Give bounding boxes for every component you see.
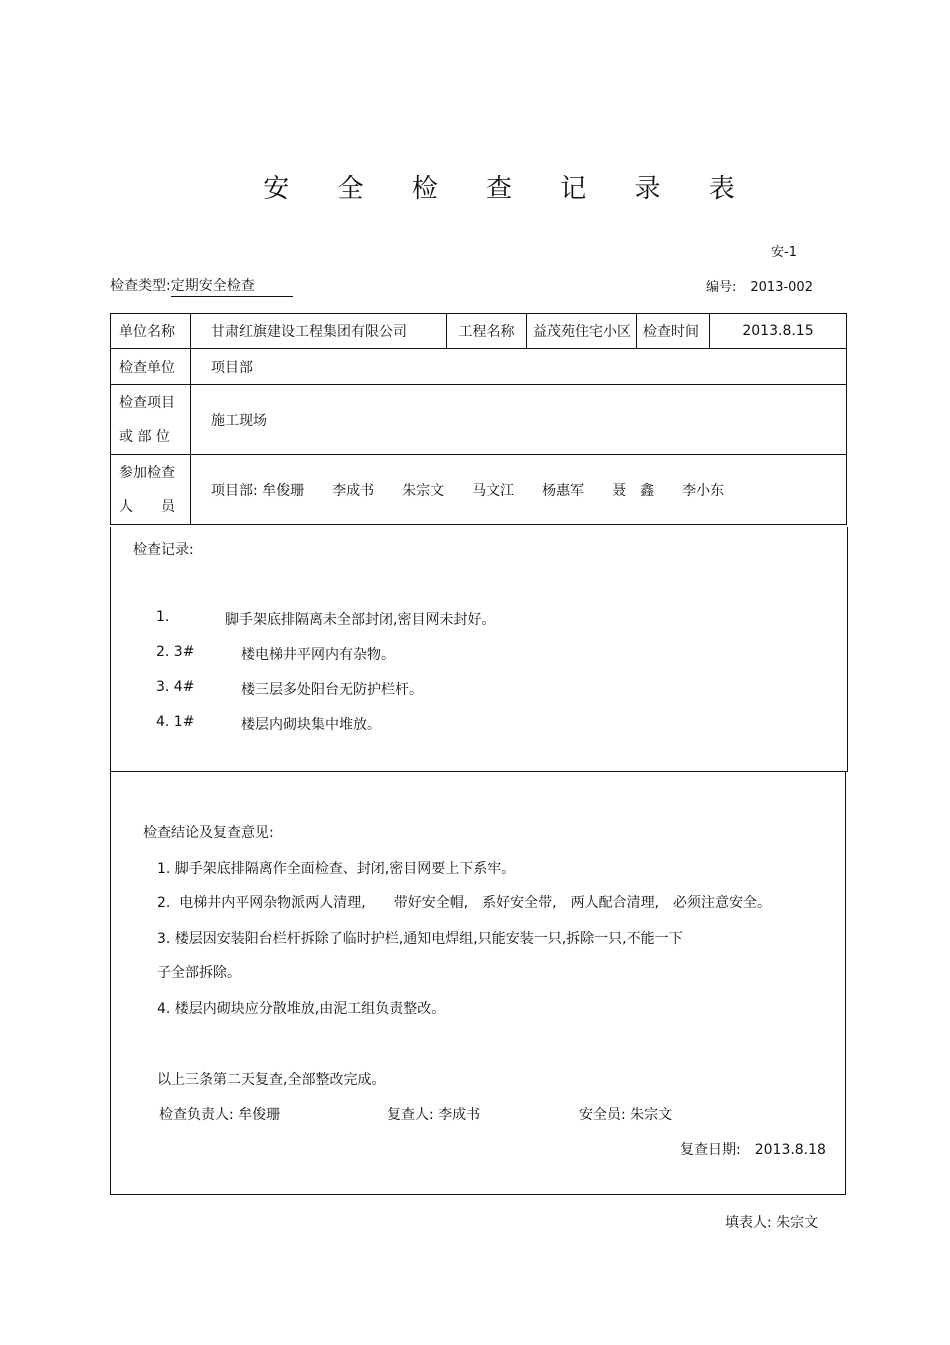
conclusion-label: 检查结论及复查意见: <box>143 825 274 841</box>
people-label-line: 参加检查 <box>119 464 175 481</box>
record-item-text: 楼电梯井平网内有杂物。 <box>241 647 395 663</box>
record-label: 检查记录: <box>133 542 194 558</box>
time-label: 检查时间 <box>637 314 710 349</box>
conclusion-line: 4. 楼层内砌块应分散堆放,由泥工组负责整改。 <box>157 1001 446 1017</box>
record-item-num: 4. 1# <box>156 714 195 730</box>
project-value: 益茂苑住宅小区 <box>527 314 637 349</box>
info-table <box>110 313 847 525</box>
item-label-line: 或 部 位 <box>119 428 170 445</box>
conclusion-line: 2. 电梯井内平网杂物派两人清理, 带好安全帽, 系好安全带, 两人配合清理, 必须注意安全。 <box>157 895 772 911</box>
table-row <box>111 385 847 455</box>
record-item-num: 2. 3# <box>156 644 195 660</box>
conclusion-line: 1. 脚手架底排隔离作全面检查、封闭,密目网要上下系牢。 <box>157 861 516 877</box>
inspection-type-label: 检查类型: <box>110 278 171 294</box>
inspection-type <box>110 275 293 297</box>
record-item-text: 楼层内砌块集中堆放。 <box>241 717 381 733</box>
form-number <box>706 276 813 295</box>
table-row <box>111 314 847 349</box>
form-number-label: 编号: <box>706 280 737 295</box>
inspector-signature: 检查负责人: 牟俊珊 <box>159 1107 281 1123</box>
record-item-num: 3. 4# <box>156 679 195 695</box>
record-item-num: 1. <box>156 609 170 625</box>
conclusion-summary: 以上三条第二天复查,全部整改完成。 <box>157 1072 386 1088</box>
unit-value: 甘肃红旗建设工程集团有限公司 <box>191 314 447 349</box>
safety-officer-signature: 安全员: 朱宗文 <box>579 1107 673 1123</box>
review-date: 复查日期: 2013.8.18 <box>680 1142 826 1158</box>
form-code: 安-1 <box>771 245 797 260</box>
record-item-text: 楼三层多处阳台无防护栏杆。 <box>241 682 423 698</box>
check-unit-label: 检查单位 <box>111 349 191 385</box>
conclusion-section <box>110 771 846 1195</box>
people-label-line: 人 员 <box>119 498 175 515</box>
page-title: 安 全 检 查 记 录 表 <box>263 174 755 204</box>
item-label <box>111 385 191 455</box>
inspection-type-value: 定期安全检查 <box>171 275 293 297</box>
time-value: 2013.8.15 <box>710 314 847 349</box>
table-row <box>111 349 847 385</box>
unit-label: 单位名称 <box>111 314 191 349</box>
record-item-text: 脚手架底排隔离未全部封闭,密目网未封好。 <box>225 612 496 628</box>
filler-signature: 填表人: 朱宗文 <box>725 1215 819 1231</box>
people-label <box>111 455 191 525</box>
project-label: 工程名称 <box>447 314 527 349</box>
item-value: 施工现场 <box>191 385 847 455</box>
conclusion-line: 3. 楼层因安装阳台栏杆拆除了临时护栏,通知电焊组,只能安装一只,拆除一只,不能一下 <box>157 931 683 947</box>
people-value: 项目部: 牟俊珊 李成书 朱宗文 马文江 杨惠军 聂 鑫 李小东 <box>191 455 847 525</box>
form-number-value: 2013-002 <box>750 280 813 295</box>
check-unit-value: 项目部 <box>191 349 847 385</box>
table-row <box>111 455 847 525</box>
record-section <box>110 527 848 772</box>
item-label-line: 检查项目 <box>119 394 175 411</box>
conclusion-line: 子全部拆除。 <box>157 965 241 981</box>
reviewer-signature: 复查人: 李成书 <box>387 1107 481 1123</box>
